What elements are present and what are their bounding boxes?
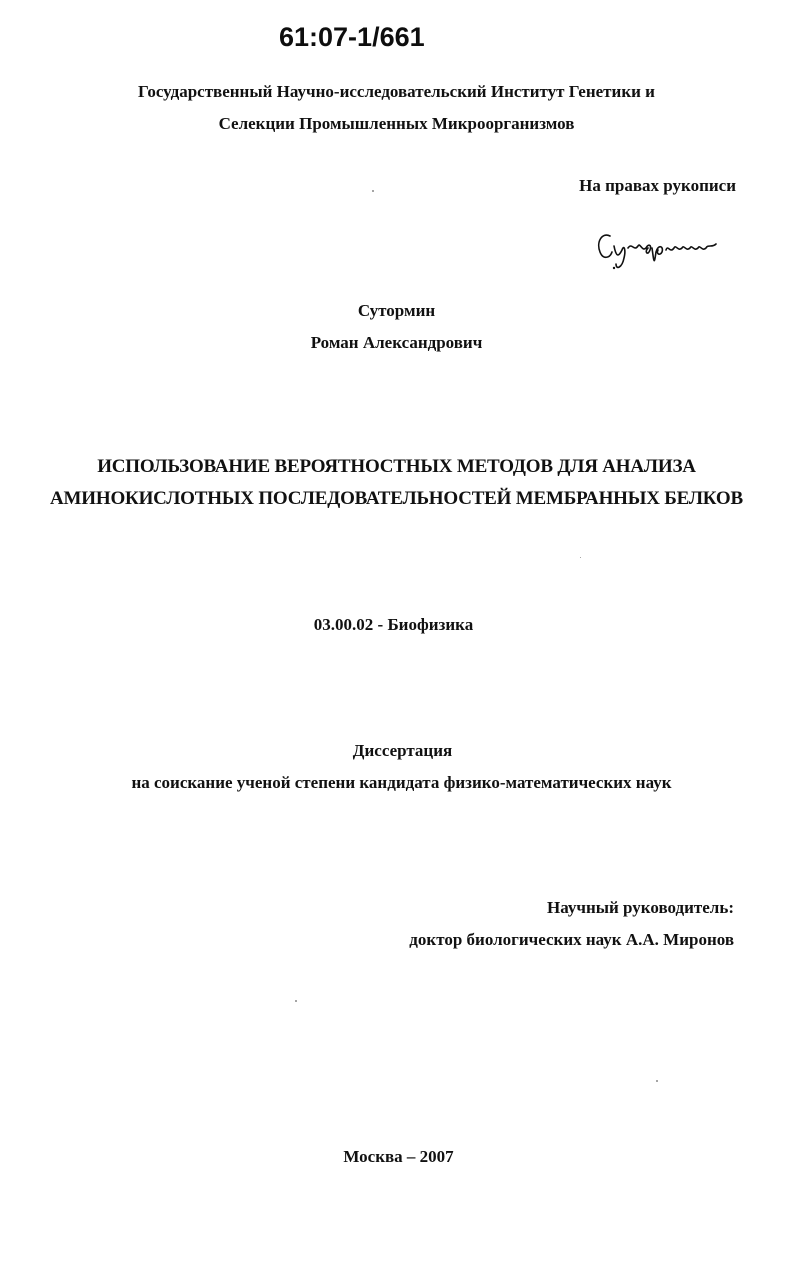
author-given-names: Роман Александрович [310,333,483,352]
manuscript-rights-label: На правах рукописи [579,176,736,195]
institution-line-1: Государственный Научно-исследовательский Институт Генетики и [138,82,655,101]
author-surname: Сутормин [357,301,436,320]
specialty-code: 03.00.02 - Биофизика [313,615,474,634]
archive-code-stamp: 61:07-1/661 [279,22,425,52]
signature-icon [594,222,724,274]
thesis-title-line-1: ИСПОЛЬЗОВАНИЕ ВЕРОЯТНОСТНЫХ МЕТОДОВ ДЛЯ АНАЛИЗА [97,456,696,477]
place-year: Москва – 2007 [343,1147,454,1166]
scan-speck [656,1080,658,1082]
degree-type: Диссертация [352,741,453,760]
supervisor-name: доктор биологических наук А.А. Миронов [409,930,734,949]
degree-description: на соискание ученой степени кандидата физико-математических наук [131,773,672,792]
scan-speck [372,190,374,192]
scan-speck [295,1000,297,1002]
thesis-title-line-2: АМИНОКИСЛОТНЫХ ПОСЛЕДОВАТЕЛЬНОСТЕЙ МЕМБРАННЫХ БЕЛКОВ [50,488,743,509]
supervisor-label: Научный руководитель: [547,898,734,917]
institution-line-2: Селекции Промышленных Микроорганизмов [218,114,575,133]
scan-speck [580,557,581,558]
